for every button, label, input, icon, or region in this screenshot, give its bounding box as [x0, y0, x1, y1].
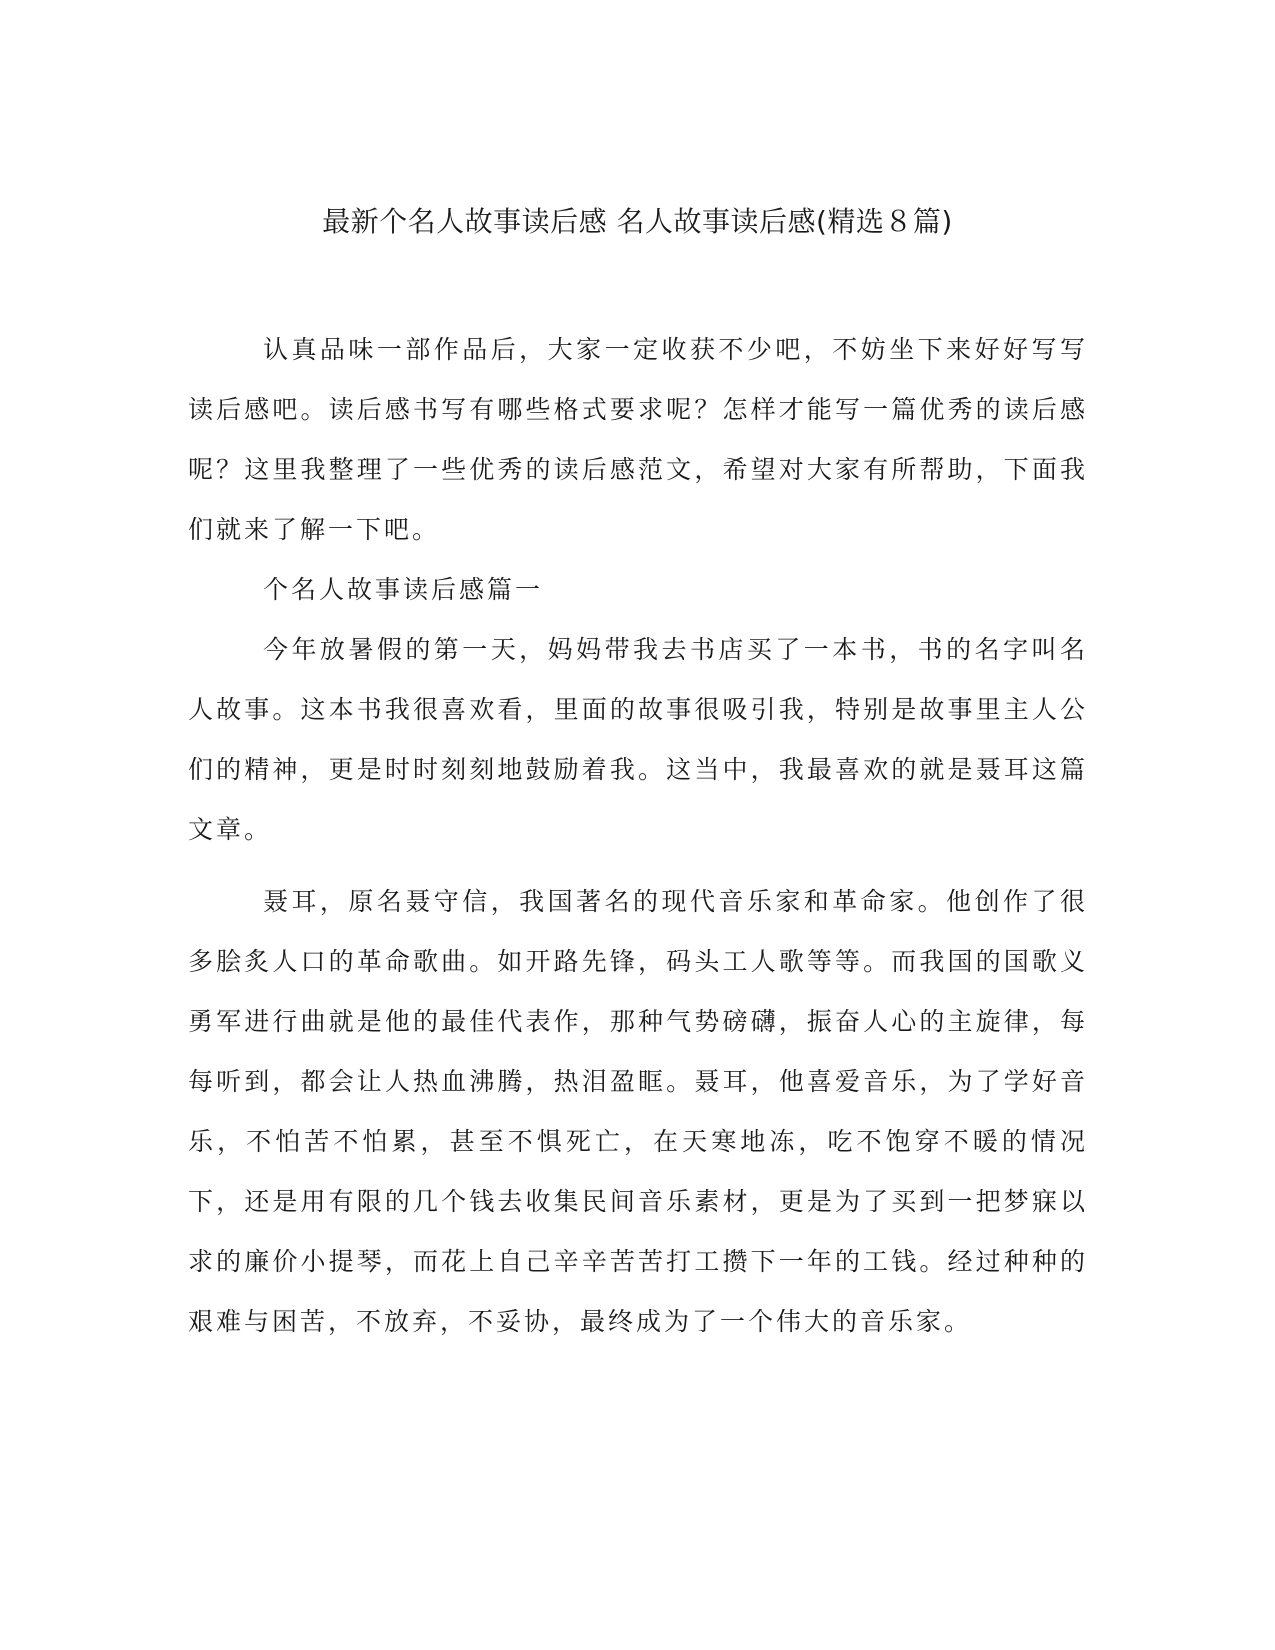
body-paragraph-2: 聂耳，原名聂守信，我国著名的现代音乐家和革命家。他创作了很多脍炙人口的革命歌曲。如开路先锋，码头工人歌等等。而我国的国歌义勇军进行曲就是他的最佳代表作，那种气势磅礴，振奋人心的主旋律，每每听到，都会让人热血沸腾，热泪盈眶。聂耳，他喜爱音乐，为了学好音乐，不怕苦不怕累，甚至不惧死亡，在天寒地冻，吃不饱穿不暖的情况下，还是用有限的几个钱去收集民间音乐素材，更是为了买到一把梦寐以求的廉价小提琴，而花上自己辛辛苦苦打工攒下一年的工钱。经过种种的艰难与困苦，不放弃，不妥协，最终成为了一个伟大的音乐家。 — [188, 887, 1088, 1336]
document-title: 最新个名人故事读后感 名人故事读后感(精选８篇) — [322, 205, 953, 238]
intro-paragraph: 认真品味一部作品后，大家一定收获不少吧，不妨坐下来好好写写读后感吧。读后感书写有哪些格式要求呢？怎样才能写一篇优秀的读后感呢？这里我整理了一些优秀的读后感范文，希望对大家有所帮助，下面我们就来了解一下吧。 — [188, 335, 1088, 544]
section-heading: 个名人故事读后感篇一 — [263, 575, 544, 604]
body-paragraph-1: 今年放暑假的第一天，妈妈带我去书店买了一本书，书的名字叫名人故事。这本书我很喜欢看，里面的故事很吸引我，特别是故事里主人公们的精神，更是时时刻刻地鼓励着我。这当中，我最喜欢的就是聂耳这篇文章。 — [188, 635, 1088, 844]
document-body — [188, 320, 1088, 1352]
